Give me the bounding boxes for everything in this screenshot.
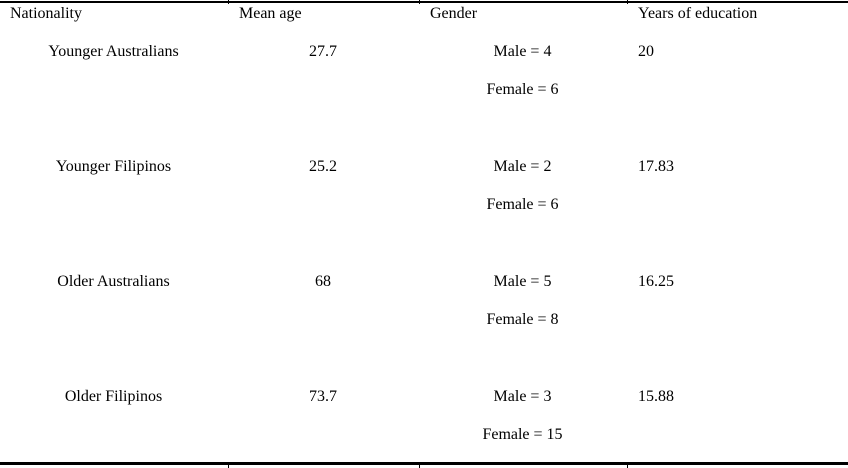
nationality-cell: Older Australians bbox=[57, 273, 170, 290]
header-years-of-education: Years of education bbox=[638, 5, 758, 22]
gender-female-cell: Female = 15 bbox=[482, 426, 563, 443]
gender-male-cell: Male = 3 bbox=[493, 388, 552, 405]
column-divider-tick bbox=[228, 0, 229, 4]
education-cell: 15.88 bbox=[638, 388, 674, 405]
gender-male-cell: Male = 2 bbox=[493, 158, 552, 175]
table-bottom-rule bbox=[0, 462, 848, 465]
nationality-cell: Older Filipinos bbox=[64, 388, 163, 405]
column-divider-tick bbox=[419, 0, 420, 4]
column-divider-tick bbox=[627, 0, 628, 4]
column-divider-tick bbox=[228, 464, 229, 468]
gender-female-cell: Female = 6 bbox=[486, 196, 559, 213]
mean-age-cell: 25.2 bbox=[309, 158, 337, 175]
column-divider-tick bbox=[419, 464, 420, 468]
nationality-cell: Younger Filipinos bbox=[55, 158, 172, 175]
mean-age-cell: 27.7 bbox=[309, 43, 337, 60]
gender-male-cell: Male = 4 bbox=[493, 43, 552, 60]
table-top-rule bbox=[0, 1, 848, 3]
gender-female-cell: Female = 6 bbox=[486, 81, 559, 98]
education-cell: 17.83 bbox=[638, 158, 674, 175]
mean-age-cell: 73.7 bbox=[309, 388, 337, 405]
header-mean-age: Mean age bbox=[239, 5, 302, 22]
gender-female-cell: Female = 8 bbox=[486, 311, 559, 328]
column-divider-tick bbox=[627, 464, 628, 468]
education-cell: 20 bbox=[638, 43, 654, 60]
header-gender: Gender bbox=[430, 5, 478, 22]
nationality-cell: Younger Australians bbox=[48, 43, 179, 60]
header-nationality: Nationality bbox=[10, 5, 82, 22]
gender-male-cell: Male = 5 bbox=[493, 273, 552, 290]
education-cell: 16.25 bbox=[638, 273, 674, 290]
mean-age-cell: 68 bbox=[315, 273, 331, 290]
